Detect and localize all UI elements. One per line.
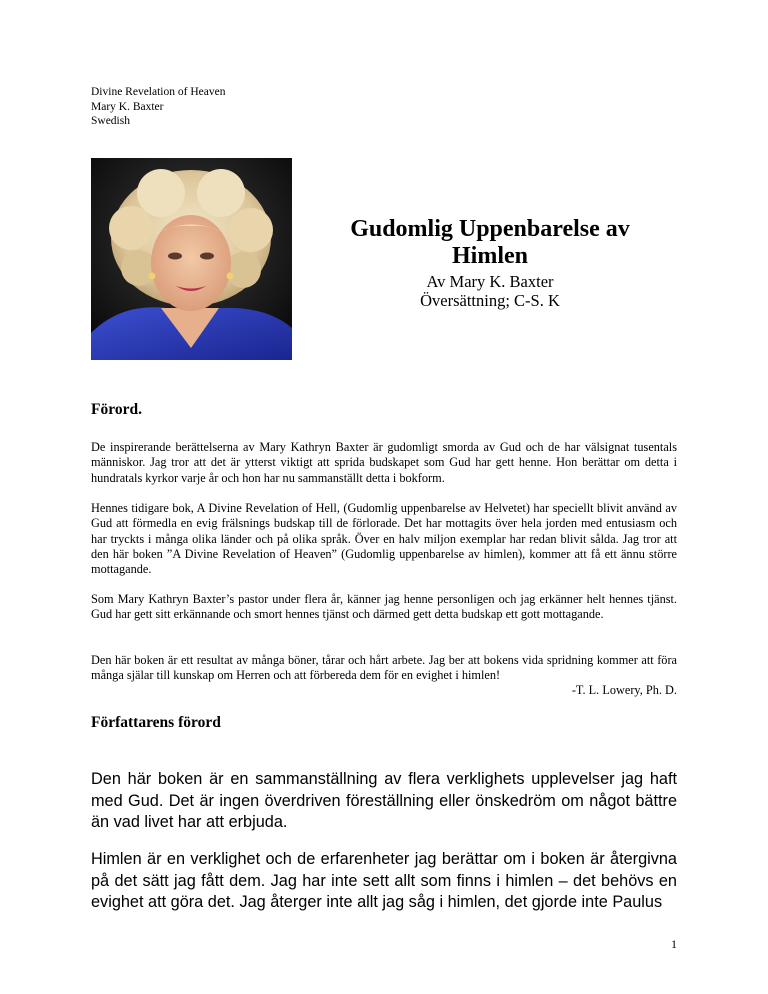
book-title-line1: Gudomlig Uppenbarelse av — [350, 216, 630, 242]
book-title — [300, 216, 680, 270]
header-language: Swedish — [91, 115, 130, 127]
book-author: Av Mary K. Baxter — [426, 272, 554, 291]
book-title-line2: Himlen — [452, 243, 528, 269]
foreword-paragraph-1: De inspirerande berättelserna av Mary Kathryn Baxter är gudomligt smorda av Gud och de har välsignat tusentals människor. Jag tror att det är ytterst viktigt att sprida budskapet som Gud har gett henne. Hon berättar om detta i hundratals kyrkor varje år och hon har nu sammanställt detta i bokform. — [91, 440, 677, 485]
author-foreword-heading: Författarens förord — [91, 714, 221, 731]
book-byline — [300, 272, 680, 310]
foreword-signature: -T. L. Lowery, Ph. D. — [571, 683, 677, 697]
author-foreword-paragraph-2: Himlen är en verklighet och de erfarenheter jag berättar om i boken är återgivna på det sätt jag fått dem. Jag har inte sett allt som finns i himlen – det behövs en evighet att göra det. Jag återger inte allt jag såg i himlen, det gjorde inte Paulus — [91, 850, 677, 911]
foreword-paragraph-4: Den här boken är ett resultat av många böner, tårar och hårt arbete. Jag ber att bokens vida spridning kommer att föra många själar till kunskap om Herren och att förbereda dem för en evighet i himlen! — [91, 653, 677, 683]
page-number: 1 — [671, 937, 677, 951]
foreword-paragraph-3: Som Mary Kathryn Baxter’s pastor under flera år, känner jag henne personligen och jag erkänner helt hennes tjänst. Gud har gett sitt erkännande och smort hennes tjänst och därmed gett detta budskap ett gott mottagande. — [91, 592, 677, 622]
header-author: Mary K. Baxter — [91, 100, 164, 113]
header-title: Divine Revelation of Heaven — [91, 86, 226, 98]
foreword-heading: Förord. — [91, 401, 142, 418]
author-photo — [91, 158, 292, 360]
foreword-paragraph-2: Hennes tidigare bok, A Divine Revelation of Hell, (Gudomlig uppenbarelse av Helvetet) har speciellt blivit använd av Gud att förmedla en evig frälsnings budskap till de förlorade. Det har mottagits över hela jorden med entusiasm och har tryckts i många olika länder och på olika språk. Över en halv miljon exemplar har redan blivit sålda. Jag tror att den här boken ”A Divine Revelation of Heaven” (Gudomlig uppenbarelse av himlen), kommer att få ett ännu större mottagande. — [91, 501, 677, 577]
author-foreword-paragraph-1: Den här boken är en sammanställning av flera verklighets upplevelser jag haft med Gud. Det är ingen överdriven föreställning eller önskedröm om något bättre än vad livet har att erbjuda. — [91, 770, 677, 831]
book-translation: Översättning; C-S. K — [420, 291, 560, 310]
document-header — [91, 85, 225, 129]
